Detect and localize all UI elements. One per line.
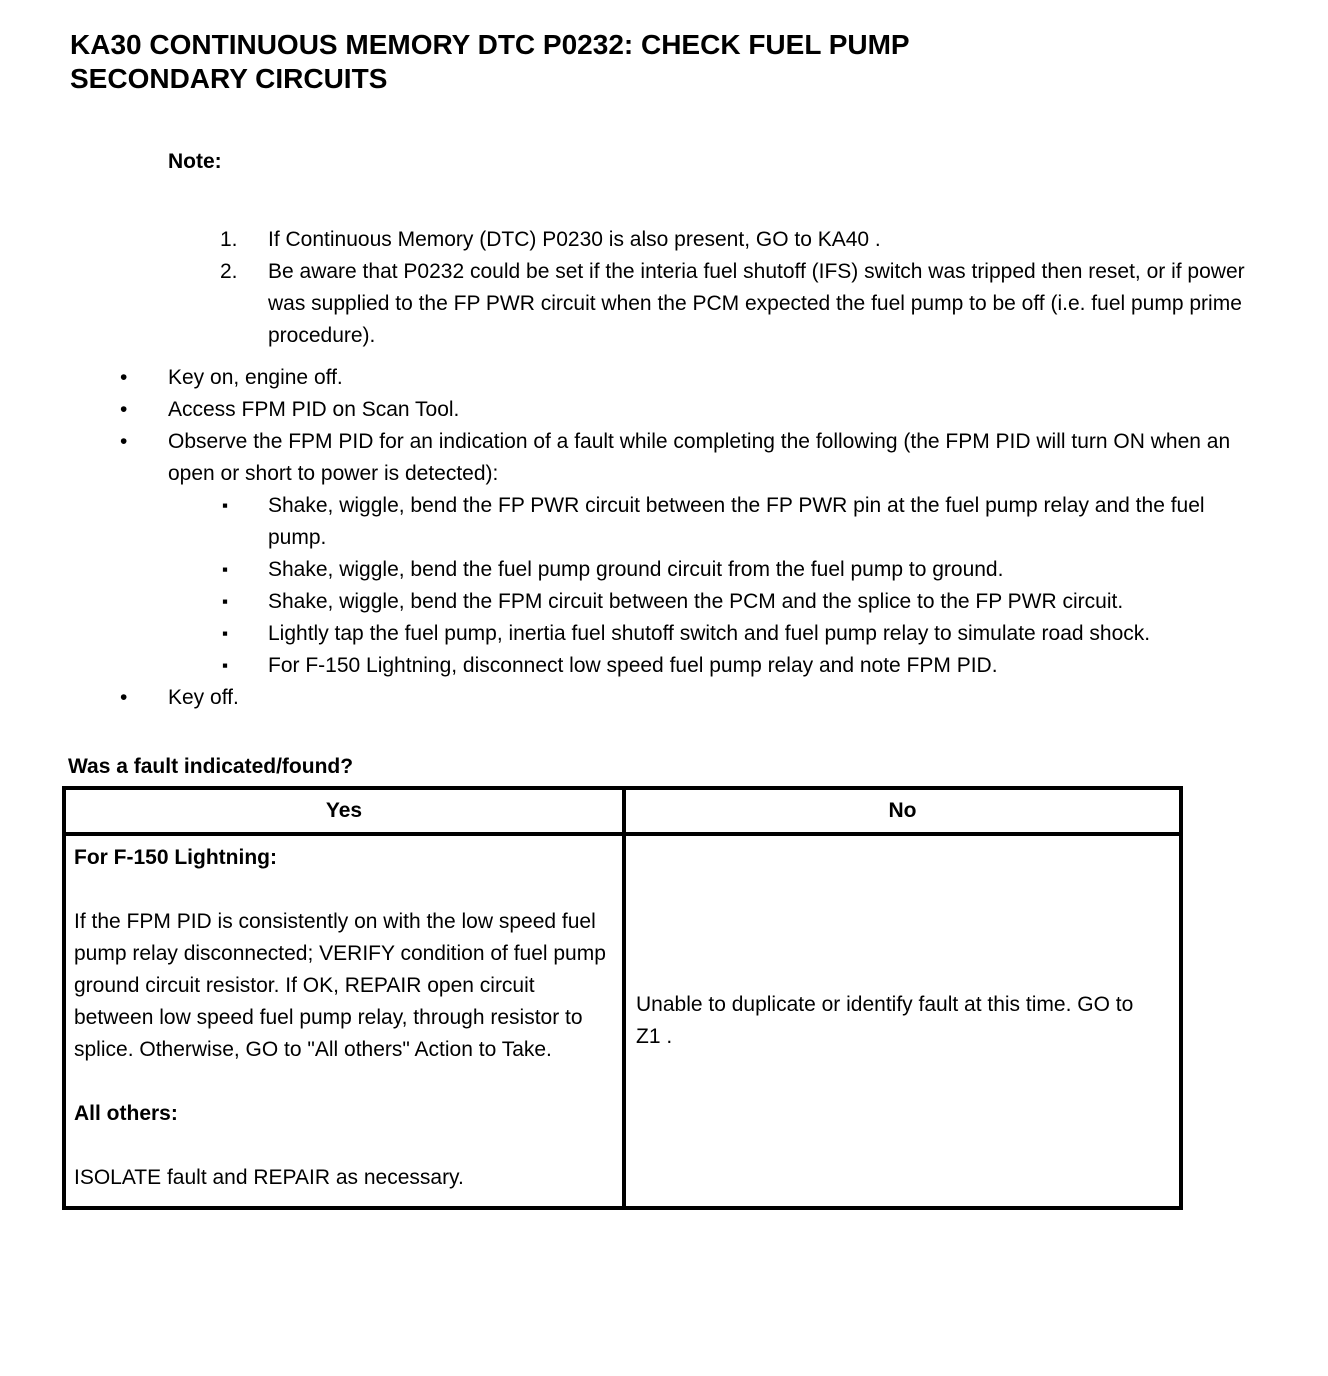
- yes-column-header: Yes: [64, 788, 624, 834]
- note-item-number: 1.: [220, 228, 238, 251]
- procedure-substep-text: For F-150 Lightning, disconnect low speed fuel pump relay and note FPM PID.: [268, 654, 998, 677]
- decision-table: [62, 786, 1183, 1210]
- decision-table-body-row: [64, 834, 1181, 1208]
- note-item-text: Be aware that P0232 could be set if the interia fuel shutoff (IFS) switch was tripped then reset, or if power was supplied to the FP PWR circuit when the PCM expected the fuel pump to be off (i.e. fuel pump prime procedure).: [268, 260, 1245, 347]
- decision-table-header-row: [64, 788, 1181, 834]
- procedure-step-text: Key off.: [168, 686, 239, 709]
- procedure-substep: [222, 554, 1266, 586]
- square-bullet-icon: ▪: [222, 624, 229, 643]
- procedure-step: [120, 362, 1328, 394]
- procedure-substep: [222, 490, 1266, 554]
- procedure-substep-text: Shake, wiggle, bend the FP PWR circuit between the FP PWR pin at the fuel pump relay and the fuel pump.: [268, 494, 1205, 549]
- square-bullet-icon: ▪: [222, 560, 229, 579]
- procedure-substep-text: Lightly tap the fuel pump, inertia fuel shutoff switch and fuel pump relay to simulate road shock.: [268, 622, 1151, 645]
- procedure-substep-list: [168, 490, 1266, 682]
- procedure-substep: [222, 650, 1266, 682]
- yes-cell-all-others-instructions: ISOLATE fault and REPAIR as necessary.: [74, 1166, 464, 1189]
- procedure-substep-text: Shake, wiggle, bend the FPM circuit between the PCM and the splice to the FP PWR circuit.: [268, 590, 1124, 613]
- procedure-step-text: [168, 426, 1266, 682]
- note-item: [220, 256, 1328, 352]
- bullet-icon: •: [120, 430, 128, 453]
- procedure-step: [120, 426, 1328, 682]
- no-action-cell: [624, 834, 1181, 1208]
- procedure-step: [120, 682, 1328, 714]
- procedure-step: [120, 394, 1328, 426]
- procedure-substep-text: Shake, wiggle, bend the fuel pump ground circuit from the fuel pump to ground.: [268, 558, 1004, 581]
- yes-cell-heading-all-others: All others:: [74, 1102, 178, 1125]
- page-title: KA30 CONTINUOUS MEMORY DTC P0232: CHECK FUEL PUMP SECONDARY CIRCUITS: [70, 29, 910, 94]
- procedure-step-text: Observe the FPM PID for an indication of a fault while completing the following (the FPM PID will turn ON when an open or short to power is detected):: [168, 430, 1231, 485]
- square-bullet-icon: ▪: [222, 592, 229, 611]
- square-bullet-icon: ▪: [222, 496, 229, 515]
- procedure-substep: [222, 618, 1266, 650]
- note-item-text: If Continuous Memory (DTC) P0230 is also present, GO to KA40 .: [268, 228, 881, 251]
- yes-cell-heading-lightning: For F-150 Lightning:: [74, 846, 277, 869]
- procedure-substep: [222, 586, 1266, 618]
- yes-cell-lightning-instructions: If the FPM PID is consistently on with the low speed fuel pump relay disconnected; VERIFY condition of fuel pump ground circuit resistor. If OK, REPAIR open circuit between low speed fuel pump relay, through resistor to splice. Otherwise, GO to "All others" Action to Take.: [74, 910, 606, 1061]
- bullet-icon: •: [120, 398, 128, 421]
- note-numbered-list: [220, 224, 1328, 352]
- question-heading: Was a fault indicated/found?: [68, 755, 354, 778]
- note-heading: Note:: [168, 150, 222, 173]
- square-bullet-icon: ▪: [222, 656, 229, 675]
- procedure-step-text: Key on, engine off.: [168, 366, 343, 389]
- bullet-icon: •: [120, 686, 128, 709]
- note-item-number: 2.: [220, 260, 238, 283]
- procedure-step-text: Access FPM PID on Scan Tool.: [168, 398, 460, 421]
- procedure-step-list: [120, 362, 1328, 714]
- bullet-icon: •: [120, 366, 128, 389]
- note-item: [220, 224, 1328, 256]
- no-cell-instructions: Unable to duplicate or identify fault at this time. GO to Z1 .: [636, 993, 1134, 1048]
- yes-action-cell: [64, 834, 624, 1208]
- no-column-header: No: [624, 788, 1181, 834]
